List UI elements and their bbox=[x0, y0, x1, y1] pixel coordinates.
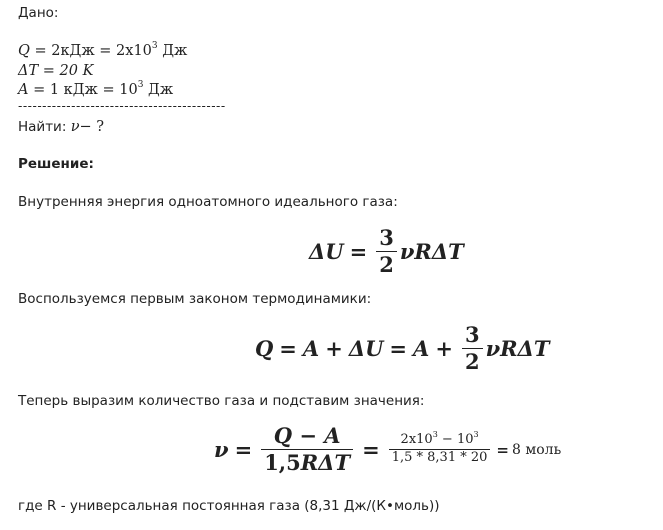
solution-heading: Решение: bbox=[18, 156, 94, 172]
formula-internal-energy: ΔU = $\frac{3}{2}$ νRΔT bbox=[309, 225, 464, 278]
fraction-three-halves: $\frac{3}{2}$ bbox=[462, 323, 483, 374]
fraction-symbolic: $\frac{Q - A}{\text{1,5RΔT}}$ bbox=[261, 424, 353, 475]
given-q-line: $Q = 2кДж = 2х10^3$ Дж bbox=[18, 41, 188, 59]
fraction-numeric: $\frac{2х10^3 - 10^3}{1,5 * 8,31 * 20}$ bbox=[389, 433, 491, 466]
footnote-gas-constant: где R - универсальная постоянная газа (8,31 Дж/(К•моль)) bbox=[18, 498, 440, 514]
text-internal-energy: Внутренняя энергия одноатомного идеального газа: bbox=[18, 194, 398, 210]
nu-symbol: ν bbox=[70, 119, 80, 135]
given-heading: Дано: bbox=[18, 5, 59, 21]
fraction-three-halves: $\frac{3}{2}$ bbox=[376, 226, 397, 277]
formula-first-law: Q = A + ΔU = A + $\frac{3}{2}$ νRΔT bbox=[255, 322, 550, 375]
text-express-amount: Теперь выразим количество газа и подставим значения: bbox=[18, 393, 425, 409]
formula-amount-of-gas: ν = $\frac{Q - A}{\text{1,5RΔT}}$ = $\frac{2х10^3 - 10^3}{1,5 * 8,31 * 20}$ = 8 моль bbox=[214, 423, 562, 476]
result-value: 8 моль bbox=[512, 441, 562, 458]
find-line: Найти: ν− ? bbox=[18, 119, 105, 135]
given-a-line: A = 1 кДж = $10^3$ Дж bbox=[18, 80, 174, 98]
given-dt-line: ΔT = 20 K bbox=[18, 63, 94, 79]
separator-line: ------------------------------------------- bbox=[18, 99, 226, 113]
a-symbol: A bbox=[18, 82, 29, 98]
q-symbol: Q bbox=[18, 43, 30, 59]
delta-t-symbol: ΔT bbox=[18, 63, 39, 79]
text-first-law: Воспользуемся первым законом термодинамики: bbox=[18, 291, 372, 307]
